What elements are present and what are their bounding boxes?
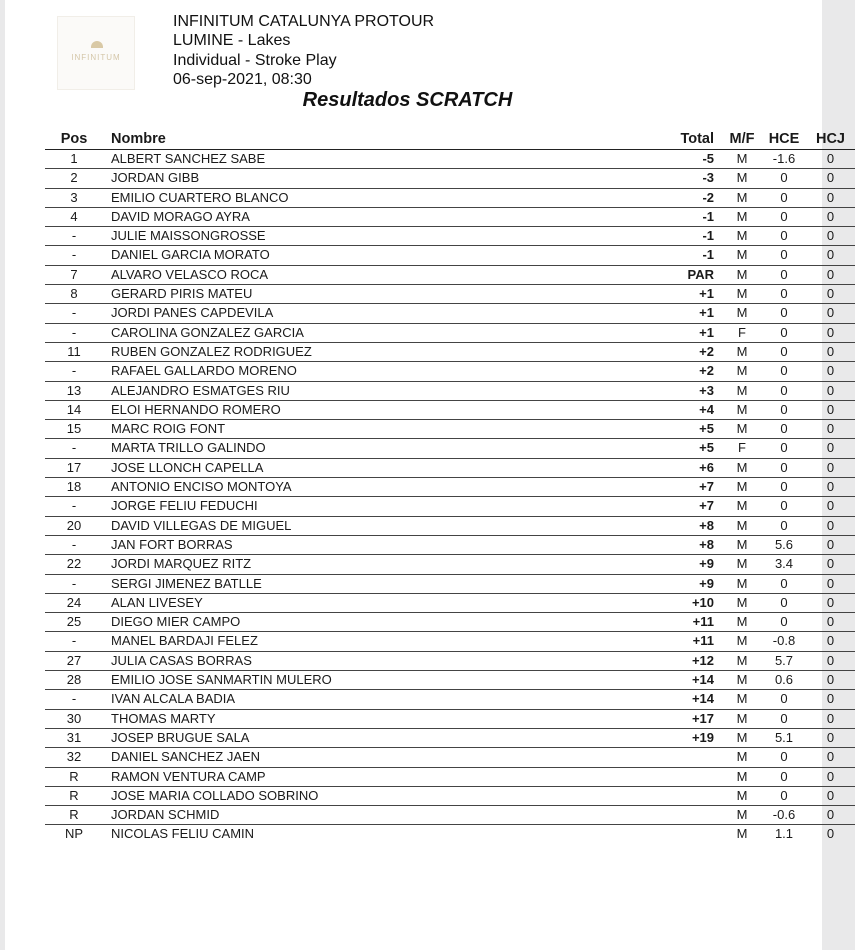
cell-total: -1 (617, 246, 722, 265)
cell-hcj: 0 (806, 381, 855, 400)
cell-total: -3 (617, 169, 722, 188)
cell-hce: 0 (762, 207, 806, 226)
cell-pos: 3 (45, 188, 103, 207)
logo-mark-icon (91, 41, 103, 48)
cell-hce: 0 (762, 748, 806, 767)
cell-hce: 0 (762, 342, 806, 361)
cell-hce: 5.1 (762, 728, 806, 747)
cell-total: +10 (617, 593, 722, 612)
col-header-mf: M/F (722, 130, 762, 150)
course-name: LUMINE - Lakes (173, 32, 291, 50)
date-time: 06-sep-2021, 08:30 (173, 70, 312, 88)
cell-hcj: 0 (806, 516, 855, 535)
cell-pos: - (45, 362, 103, 381)
cell-name: RUBEN GONZALEZ RODRIGUEZ (103, 342, 617, 361)
table-row (45, 632, 855, 651)
cell-total (617, 806, 722, 825)
table-row (45, 806, 855, 825)
cell-hcj: 0 (806, 458, 855, 477)
cell-total: -5 (617, 150, 722, 169)
cell-name: MANEL BARDAJI FELEZ (103, 632, 617, 651)
cell-mf: M (722, 285, 762, 304)
cell-pos: - (45, 690, 103, 709)
cell-mf: M (722, 265, 762, 284)
cell-total: +4 (617, 400, 722, 419)
competition-format: Individual - Stroke Play (173, 51, 337, 69)
cell-hcj: 0 (806, 227, 855, 246)
cell-mf: M (722, 806, 762, 825)
cell-name: THOMAS MARTY (103, 709, 617, 728)
cell-mf: M (722, 516, 762, 535)
cell-total: +7 (617, 478, 722, 497)
cell-name: JOSE LLONCH CAPELLA (103, 458, 617, 477)
col-header-pos: Pos (45, 130, 103, 150)
cell-hce: 5.7 (762, 651, 806, 670)
cell-hce: -1.6 (762, 150, 806, 169)
cell-hce: 0 (762, 593, 806, 612)
table-row (45, 362, 855, 381)
cell-mf: M (722, 400, 762, 419)
table-row (45, 265, 855, 284)
cell-hce: 0 (762, 265, 806, 284)
table-row (45, 825, 855, 844)
cell-total: +9 (617, 555, 722, 574)
cell-mf: M (722, 786, 762, 805)
cell-total: PAR (617, 265, 722, 284)
cell-pos: 32 (45, 748, 103, 767)
col-header-hce: HCE (762, 130, 806, 150)
cell-hcj: 0 (806, 806, 855, 825)
cell-name: IVAN ALCALA BADIA (103, 690, 617, 709)
cell-total (617, 825, 722, 844)
results-title: Resultados SCRATCH (302, 89, 513, 111)
cell-hcj: 0 (806, 767, 855, 786)
infinitum-logo (57, 16, 135, 90)
cell-pos: R (45, 767, 103, 786)
cell-name: MARTA TRILLO GALINDO (103, 439, 617, 458)
cell-hce: 0 (762, 478, 806, 497)
cell-total: +17 (617, 709, 722, 728)
cell-mf: F (722, 323, 762, 342)
cell-hcj: 0 (806, 246, 855, 265)
cell-total: +12 (617, 651, 722, 670)
cell-hce: 0 (762, 574, 806, 593)
cell-hcj: 0 (806, 574, 855, 593)
cell-total: +9 (617, 574, 722, 593)
cell-mf: M (722, 420, 762, 439)
cell-hce: -0.8 (762, 632, 806, 651)
cell-hce: 0 (762, 169, 806, 188)
cell-hce: 0 (762, 458, 806, 477)
cell-total: +6 (617, 458, 722, 477)
cell-mf: F (722, 439, 762, 458)
table-row (45, 188, 855, 207)
cell-hce: 0 (762, 362, 806, 381)
cell-pos: 4 (45, 207, 103, 226)
cell-pos: - (45, 227, 103, 246)
tour-name: INFINITUM CATALUNYA PROTOUR (173, 13, 435, 30)
cell-pos: R (45, 786, 103, 805)
cell-hce: -0.6 (762, 806, 806, 825)
table-row (45, 651, 855, 670)
cell-name: JOSEP BRUGUE SALA (103, 728, 617, 747)
cell-hce: 0 (762, 613, 806, 632)
cell-hce: 0 (762, 246, 806, 265)
results-body (45, 150, 855, 844)
table-row (45, 323, 855, 342)
cell-hcj: 0 (806, 362, 855, 381)
table-row (45, 420, 855, 439)
cell-total: +11 (617, 632, 722, 651)
cell-mf: M (722, 690, 762, 709)
cell-pos: - (45, 439, 103, 458)
cell-mf: M (722, 497, 762, 516)
cell-hcj: 0 (826, 826, 835, 842)
cell-hce: 0.6 (762, 671, 806, 690)
logo-text: INFINITUM (71, 53, 121, 62)
cell-hcj: 0 (806, 150, 855, 169)
cell-name: JULIE MAISSONGROSSE (103, 227, 617, 246)
cell-name: DANIEL GARCIA MORATO (103, 246, 617, 265)
table-row (45, 767, 855, 786)
cell-pos: 1 (45, 150, 103, 169)
document-header (173, 12, 434, 89)
cell-hce: 0 (762, 304, 806, 323)
table-row (45, 535, 855, 554)
table-row (45, 169, 855, 188)
cell-name: GERARD PIRIS MATEU (103, 285, 617, 304)
cell-total: +5 (617, 439, 722, 458)
cell-name: EMILIO CUARTERO BLANCO (103, 188, 617, 207)
cell-pos: 25 (45, 613, 103, 632)
cell-hcj: 0 (806, 728, 855, 747)
cell-mf: M (722, 651, 762, 670)
cell-name: DIEGO MIER CAMPO (103, 613, 617, 632)
cell-name: JULIA CASAS BORRAS (103, 651, 617, 670)
cell-hcj: 0 (806, 709, 855, 728)
cell-hcj: 0 (806, 265, 855, 284)
cell-mf: M (722, 555, 762, 574)
cell-name: JAN FORT BORRAS (103, 535, 617, 554)
cell-hce: 0 (762, 690, 806, 709)
cell-hcj: 0 (806, 169, 855, 188)
cell-pos: 31 (45, 728, 103, 747)
table-row (45, 400, 855, 419)
table-row (45, 304, 855, 323)
cell-pos: 22 (45, 555, 103, 574)
cell-name: DANIEL SANCHEZ JAEN (103, 748, 617, 767)
cell-name: JORDI MARQUEZ RITZ (103, 555, 617, 574)
cell-mf: M (722, 362, 762, 381)
cell-hcj: 0 (806, 690, 855, 709)
results-table (45, 130, 855, 844)
cell-hcj: 0 (806, 671, 855, 690)
cell-total: +1 (617, 304, 722, 323)
cell-total (617, 748, 722, 767)
cell-hce: 0 (762, 227, 806, 246)
col-header-hcj: HCJ (806, 130, 855, 150)
cell-hce: 0 (762, 786, 806, 805)
cell-mf: M (722, 227, 762, 246)
cell-pos: 27 (45, 651, 103, 670)
cell-mf: M (722, 748, 762, 767)
cell-mf: M (722, 169, 762, 188)
cell-mf: M (722, 246, 762, 265)
table-row (45, 497, 855, 516)
cell-name: ALVARO VELASCO ROCA (103, 265, 617, 284)
cell-total: +19 (617, 728, 722, 747)
cell-mf: M (722, 728, 762, 747)
cell-mf: M (722, 593, 762, 612)
cell-pos: 18 (45, 478, 103, 497)
cell-pos: 17 (45, 458, 103, 477)
cell-pos: 28 (45, 671, 103, 690)
cell-name: ALEJANDRO ESMATGES RIU (103, 381, 617, 400)
cell-mf: M (722, 632, 762, 651)
cell-mf: M (722, 574, 762, 593)
cell-name: JORDAN SCHMID (103, 806, 617, 825)
table-row (45, 593, 855, 612)
cell-hcj: 0 (806, 323, 855, 342)
cell-mf: M (722, 671, 762, 690)
cell-hcj: 0 (806, 535, 855, 554)
table-row (45, 613, 855, 632)
cell-hcj: 0 (806, 478, 855, 497)
cell-mf: M (722, 478, 762, 497)
col-header-total: Total (617, 130, 722, 150)
cell-pos: - (45, 246, 103, 265)
cell-hcj: 0 (806, 748, 855, 767)
cell-mf: M (722, 613, 762, 632)
cell-total: +11 (617, 613, 722, 632)
cell-mf: M (722, 150, 762, 169)
cell-hcj: 0 (806, 651, 855, 670)
cell-pos: 13 (45, 381, 103, 400)
cell-hce: 5.6 (762, 535, 806, 554)
cell-name: JORDI PANES CAPDEVILA (103, 304, 617, 323)
cell-hcj: 0 (806, 632, 855, 651)
cell-hcj: 0 (806, 304, 855, 323)
table-row (45, 786, 855, 805)
cell-pos: 30 (45, 709, 103, 728)
cell-total: +2 (617, 342, 722, 361)
cell-mf: M (736, 826, 748, 842)
table-row (45, 555, 855, 574)
cell-total: +1 (617, 323, 722, 342)
cell-hcj: 0 (806, 555, 855, 574)
cell-hcj: 0 (806, 613, 855, 632)
cell-total (617, 767, 722, 786)
cell-name: JORDAN GIBB (103, 169, 617, 188)
table-row (45, 516, 855, 535)
table-row (45, 671, 855, 690)
cell-hce: 0 (762, 439, 806, 458)
cell-hce: 0 (762, 767, 806, 786)
cell-mf: M (722, 709, 762, 728)
table-row (45, 246, 855, 265)
cell-mf: M (722, 535, 762, 554)
cell-total: +8 (617, 535, 722, 554)
cell-hcj: 0 (806, 593, 855, 612)
cell-mf: M (722, 458, 762, 477)
cell-pos: 8 (45, 285, 103, 304)
cell-total: +14 (617, 671, 722, 690)
cell-pos: - (45, 497, 103, 516)
cell-total: -1 (617, 207, 722, 226)
table-row (45, 439, 855, 458)
cell-name: ALBERT SANCHEZ SABE (103, 150, 617, 169)
table-row (45, 227, 855, 246)
cell-pos: R (45, 806, 103, 825)
cell-hce: 0 (762, 497, 806, 516)
cell-hce: 3.4 (762, 555, 806, 574)
table-row (45, 342, 855, 361)
cell-hcj: 0 (806, 207, 855, 226)
cell-total (617, 786, 722, 805)
cell-pos: - (45, 323, 103, 342)
cell-hce: 0 (762, 285, 806, 304)
cell-name: MARC ROIG FONT (103, 420, 617, 439)
table-row (45, 150, 855, 169)
cell-pos: 15 (45, 420, 103, 439)
table-row (45, 709, 855, 728)
cell-hcj: 0 (806, 400, 855, 419)
table-row (45, 574, 855, 593)
cell-hcj: 0 (806, 188, 855, 207)
table-row (45, 478, 855, 497)
cell-hce: 0 (762, 381, 806, 400)
cell-mf: M (722, 767, 762, 786)
cell-total: +1 (617, 285, 722, 304)
col-header-name: Nombre (103, 130, 617, 150)
cell-name: RAMON VENTURA CAMP (103, 767, 617, 786)
table-row (45, 207, 855, 226)
cell-name: EMILIO JOSE SANMARTIN MULERO (103, 671, 617, 690)
cell-pos: 11 (45, 342, 103, 361)
cell-name: JORGE FELIU FEDUCHI (103, 497, 617, 516)
cell-name: JOSE MARIA COLLADO SOBRINO (103, 786, 617, 805)
cell-pos: NP (64, 826, 84, 842)
cell-mf: M (722, 207, 762, 226)
cell-hce: 0 (762, 188, 806, 207)
cell-hce: 0 (762, 323, 806, 342)
cell-pos: 24 (45, 593, 103, 612)
cell-hce: 0 (762, 400, 806, 419)
cell-total: +3 (617, 381, 722, 400)
cell-hcj: 0 (806, 420, 855, 439)
cell-hce: 0 (762, 420, 806, 439)
table-row (45, 728, 855, 747)
cell-total: -2 (617, 188, 722, 207)
cell-hce: 0 (762, 709, 806, 728)
cell-total: +14 (617, 690, 722, 709)
cell-total: +8 (617, 516, 722, 535)
cell-name: ANTONIO ENCISO MONTOYA (103, 478, 617, 497)
cell-total: +2 (617, 362, 722, 381)
table-row (45, 748, 855, 767)
cell-pos: 20 (45, 516, 103, 535)
cell-total: +7 (617, 497, 722, 516)
cell-hcj: 0 (806, 439, 855, 458)
cell-hcj: 0 (806, 285, 855, 304)
cell-mf: M (722, 342, 762, 361)
cell-hce: 1.1 (774, 826, 794, 842)
cell-name: SERGI JIMENEZ BATLLE (103, 574, 617, 593)
table-row (45, 458, 855, 477)
cell-pos: - (45, 632, 103, 651)
cell-hcj: 0 (806, 342, 855, 361)
cell-pos: 2 (45, 169, 103, 188)
cell-name: ALAN LIVESEY (103, 593, 617, 612)
cell-pos: - (45, 574, 103, 593)
cell-mf: M (722, 381, 762, 400)
cell-pos: 7 (45, 265, 103, 284)
cell-mf: M (722, 188, 762, 207)
document-page (5, 0, 845, 950)
cell-pos: 14 (45, 400, 103, 419)
cell-hce: 0 (762, 516, 806, 535)
cell-name: ELOI HERNANDO ROMERO (103, 400, 617, 419)
table-header-row (45, 130, 855, 150)
cell-hcj: 0 (806, 786, 855, 805)
cell-total: +5 (617, 420, 722, 439)
cell-name: DAVID MORAGO AYRA (103, 207, 617, 226)
table-row (45, 381, 855, 400)
cell-pos: - (45, 535, 103, 554)
cell-name: NICOLAS FELIU CAMIN (111, 826, 255, 842)
cell-hcj: 0 (806, 497, 855, 516)
cell-total: -1 (617, 227, 722, 246)
table-row (45, 690, 855, 709)
cell-mf: M (722, 304, 762, 323)
cell-pos: - (45, 304, 103, 323)
cell-name: CAROLINA GONZALEZ GARCIA (103, 323, 617, 342)
cell-name: DAVID VILLEGAS DE MIGUEL (103, 516, 617, 535)
cell-name: RAFAEL GALLARDO MORENO (103, 362, 617, 381)
table-row (45, 285, 855, 304)
